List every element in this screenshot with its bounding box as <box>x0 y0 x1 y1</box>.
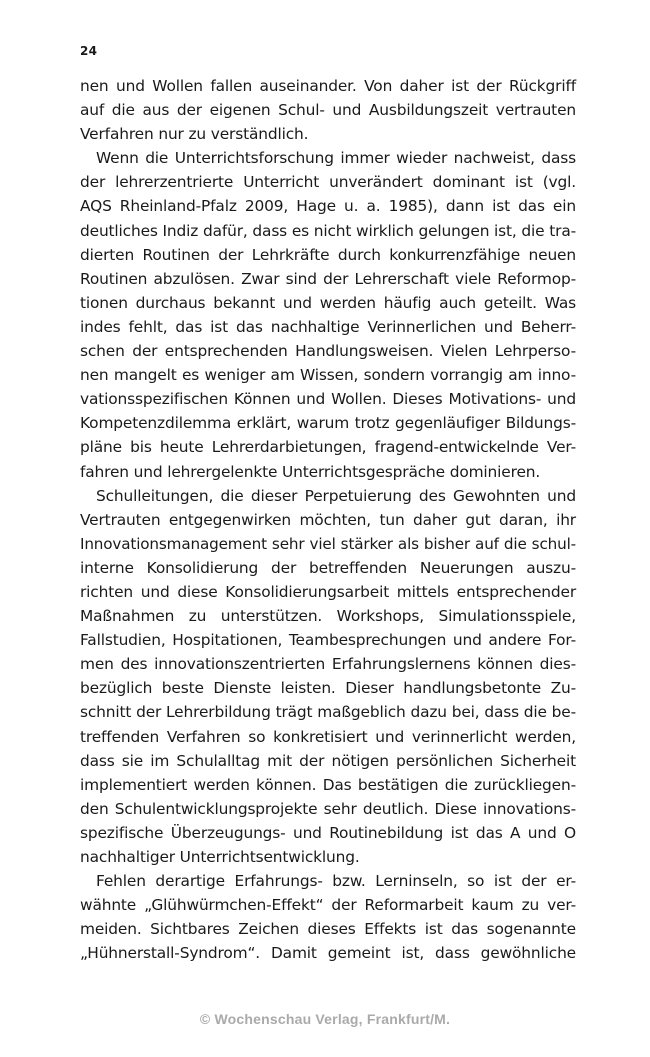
text-line: indes fehlt, das ist das nachhaltige Verinnerlichen und Beherr- <box>80 317 576 336</box>
text-line: AQS Rheinland-Pfalz 2009, Hage u. a. 1985), dann ist das ein <box>80 197 576 216</box>
text-line: pläne bis heute Lehrerdarbietungen, fragend-entwickelnde Ver- <box>80 438 576 457</box>
text-line: schen der entsprechenden Handlungsweisen. Vielen Lehrperso- <box>80 342 576 361</box>
text-line: richten und diese Konsolidierungsarbeit mittels entsprechender <box>80 582 576 601</box>
text-line: schnitt der Lehrerbildung trägt maßgeblich dazu bei, dass die be- <box>80 703 576 722</box>
text-line: Innovationsmanagement sehr viel stärker als bisher auf die schul- <box>80 534 576 553</box>
text-line: fahren und lehrergelenkte Unterrichtsgespräche dominieren. <box>80 462 541 481</box>
text-line: Fallstudien, Hospitationen, Teambesprechungen und andere For- <box>80 631 576 650</box>
text-line: tionen durchaus bekannt und werden häufig auch geteilt. Was <box>80 293 576 312</box>
text-line: Routinen abzulösen. Zwar sind der Lehrerschaft viele Reformop- <box>80 269 576 288</box>
text-line: vationsspezifischen Können und Wollen. Dieses Motivations- und <box>80 390 576 409</box>
text-line: nachhaltiger Unterrichtsentwicklung. <box>80 848 360 866</box>
text-line: den Schulentwicklungsprojekte sehr deutlich. Diese innovations- <box>80 799 576 818</box>
text-line: interne Konsolidierung der betreffenden Neuerungen auszu- <box>80 558 576 577</box>
text-line: spezifische Überzeugungs- und Routinebildung ist das A und O <box>80 823 576 842</box>
text-line: wähnte „Glühwürmchen-Effekt“ der Reformarbeit kaum zu ver- <box>80 896 576 915</box>
text-line: Kompetenzdilemma erklärt, warum trotz gegenläufiger Bildungs- <box>80 414 576 433</box>
paragraph-first-line: Fehlen derartige Erfahrungs- bzw. Lerninseln, so ist der er- <box>96 872 576 891</box>
text-line: men des innovationszentrierten Erfahrungslernens können dies- <box>80 655 576 674</box>
text-line: bezüglich beste Dienste leisten. Dieser handlungsbetonte Zu- <box>80 679 576 698</box>
text-line: meiden. Sichtbares Zeichen dieses Effekts ist das sogenannte <box>80 920 576 939</box>
text-line: der lehrerzentrierte Unterricht unverändert dominant ist (vgl. <box>80 173 576 192</box>
text-line: nen mangelt es weniger am Wissen, sondern vorrangig am inno- <box>80 366 576 385</box>
body-text <box>80 74 576 965</box>
text-line: deutliches Indiz dafür, dass es nicht wirklich gelungen ist, die tra- <box>80 221 576 240</box>
text-line: treffenden Verfahren so konkretisiert und verinnerlicht werden, <box>80 727 576 746</box>
text-line: Verfahren nur zu verständlich. <box>80 125 309 144</box>
text-line: implementiert werden können. Das bestätigen die zurückliegen- <box>80 775 576 794</box>
text-line: dass sie im Schulalltag mit der nötigen persönlichen Sicherheit <box>80 751 576 770</box>
page-number: 24 <box>80 44 98 58</box>
text-line: nen und Wollen fallen auseinander. Von daher ist der Rückgriff <box>80 77 576 95</box>
text-line: auf die aus der eigenen Schul- und Ausbildungszeit vertrauten <box>80 101 576 120</box>
text-line: Maßnahmen zu unterstützen. Workshops, Simulationsspiele, <box>80 607 576 626</box>
paragraph-first-line: Schulleitungen, die dieser Perpetuierung des Gewohnten und <box>96 486 576 505</box>
text-line: Vertrauten entgegenwirken möchten, tun daher gut daran, ihr <box>80 510 576 529</box>
paragraph-first-line: Wenn die Unterrichtsforschung immer wieder nachweist, dass <box>96 149 576 168</box>
text-line: dierten Routinen der Lehrkräfte durch konkurrenzfähige neuen <box>80 245 576 264</box>
text-line: „Hühnerstall-Syndrom“. Damit gemeint ist, dass gewöhnliche <box>80 944 576 963</box>
copyright-footer: © Wochenschau Verlag, Frankfurt/M. <box>199 1011 451 1027</box>
